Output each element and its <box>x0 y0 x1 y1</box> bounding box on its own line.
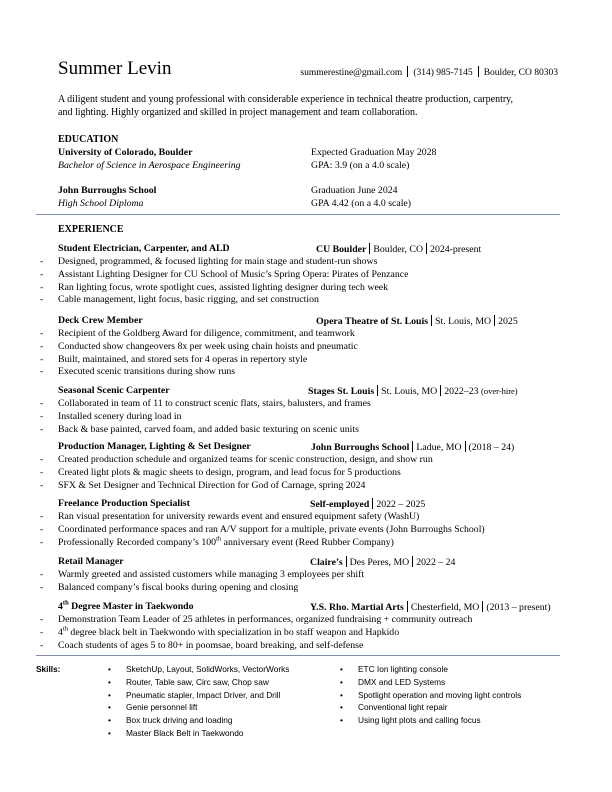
job-org: Y.S. Rho. Martial Arts <box>310 602 404 613</box>
job-title: 4th Degree Master in Taekwondo <box>58 599 194 612</box>
candidate-name: Summer Levin <box>58 58 172 79</box>
list-item: - Coordinated performance spaces and ran A/V support for a multiple, private events (John Burroughs School) <box>40 523 485 535</box>
list-item: - Ran visual presentation for university rewards event and ensured equipment safety (WashU) <box>40 511 420 522</box>
section-divider <box>36 214 560 215</box>
job-bullets <box>40 511 580 549</box>
job-org: Self-employed <box>310 499 370 510</box>
list-item: - Coach students of ages 5 to 80+ in poomsae, board breaking, and self-defense <box>40 639 364 651</box>
phone: (314) 985-7145 <box>413 68 473 78</box>
job-location: Boulder, CO <box>373 244 424 255</box>
job-location: Des Peres, MO <box>349 557 410 568</box>
resume-header <box>58 58 558 82</box>
job-location: Chesterfield, MO <box>410 602 480 613</box>
job-org-line <box>310 601 551 615</box>
list-item: - Cable management, light focus, basic rigging, and set construction <box>40 294 319 306</box>
graduation-date: Expected Graduation May 2028 <box>311 147 437 158</box>
job-title: Seasonal Scenic Carpenter <box>58 385 170 396</box>
job-header <box>40 243 580 256</box>
list-item: - Collaborated in team of 11 to construct scenic flats, stairs, balusters, and frames <box>40 398 371 409</box>
list-item: - Built, maintained, and stored sets for 4 operas in repertory style <box>40 353 308 365</box>
list-item: - Designed, programmed, & focused lighting for main stage and student-run shows <box>40 256 378 267</box>
list-item: • Master Black Belt in Taekwondo <box>108 727 244 738</box>
job-title: Production Manager, Lighting & Set Designer <box>58 441 251 452</box>
email[interactable]: summerestine@gmail.com <box>300 68 403 78</box>
divider <box>412 441 413 452</box>
list-item: - Balanced company’s fiscal books during opening and closing <box>40 581 299 593</box>
skills-column-2 <box>340 663 521 727</box>
job-org: Stages St. Louis <box>308 386 375 397</box>
job-entry <box>40 601 580 652</box>
job-org: John Burroughs School <box>311 442 410 453</box>
divider <box>465 441 466 452</box>
list-item: - Conducted show changeovers 8x per week using chain hoists and pneumatic <box>40 340 358 352</box>
job-dates-note: (over-hire) <box>480 386 518 396</box>
school-name: John Burroughs School <box>58 185 157 196</box>
job-entry <box>40 556 580 595</box>
list-item: - Executed scenic transitions during show runs <box>40 366 236 378</box>
skills-column-1 <box>108 663 289 740</box>
gpa: GPA 4.42 (on a 4.0 scale) <box>311 198 412 209</box>
job-bullets <box>40 398 580 436</box>
job-org: Claire’s <box>310 557 343 568</box>
job-bullets <box>40 569 580 595</box>
job-dates: 2024-present <box>430 244 482 255</box>
job-entry <box>40 315 580 379</box>
list-item: • ETC Ion lighting console <box>340 664 448 674</box>
job-bullets <box>40 328 580 379</box>
degree: High School Diploma <box>58 198 144 209</box>
divider <box>369 243 370 254</box>
graduation-date: Graduation June 2024 <box>311 185 398 196</box>
list-item: - Ran lighting focus, wrote spotlight cues, assisted lighting designer during tech week <box>40 281 389 293</box>
job-header <box>40 441 580 454</box>
divider <box>346 556 347 567</box>
job-dates: 2025 <box>498 316 518 327</box>
job-org: Opera Theatre of St. Louis <box>316 316 429 327</box>
school-name: University of Colorado, Boulder <box>58 147 193 158</box>
list-item: - Created production schedule and organized teams for scenic construction, design, and show run <box>40 454 433 465</box>
job-dates: (2013 – present) <box>486 602 551 613</box>
list-item: • DMX and LED Systems <box>340 676 446 687</box>
contact-line <box>300 66 558 78</box>
job-header <box>40 556 580 569</box>
job-bullets <box>40 256 580 307</box>
list-item: - Assistant Lighting Designer for CU School of Music’s Spring Opera: Pirates of Penzance <box>40 268 409 280</box>
divider <box>494 315 495 326</box>
job-header <box>40 498 580 511</box>
divider <box>407 601 408 612</box>
list-item: • SketchUp, Layout, SolidWorks, VectorWorks <box>108 664 290 674</box>
job-header <box>40 385 580 398</box>
job-header <box>40 315 580 328</box>
job-entry <box>40 498 580 549</box>
job-entry <box>40 441 580 492</box>
experience-heading: EXPERIENCE <box>58 224 124 235</box>
list-item: • Genie personnel lift <box>108 702 198 713</box>
job-org-line <box>308 385 518 399</box>
section-divider <box>36 655 560 656</box>
job-location: St. Louis, MO <box>381 386 438 397</box>
list-item: - Back & base painted, carved foam, and added basic texturing on scenic units <box>40 423 359 435</box>
divider <box>440 385 441 396</box>
list-item: • Pneumatic stapler, Impact Driver, and Drill <box>108 689 281 700</box>
job-location: St. Louis, MO <box>435 316 492 327</box>
job-dates: 2022 – 24 <box>416 557 456 568</box>
list-item: - Warmly greeted and assisted customers while managing 3 employees per shift <box>40 569 365 580</box>
job-org-line <box>316 315 518 329</box>
list-item: - SFX & Set Designer and Technical Direction for God of Carnage, spring 2024 <box>40 479 366 491</box>
list-item: - Professionally Recorded company’s 100th anniversary event (Reed Rubber Company) <box>40 535 394 548</box>
divider <box>407 66 408 77</box>
job-bullets <box>40 614 580 652</box>
job-org: CU Boulder <box>316 244 367 255</box>
job-org-line <box>316 243 481 257</box>
divider <box>478 66 479 77</box>
list-item: • Conventional light repair <box>340 702 448 713</box>
job-org-line <box>310 556 455 570</box>
job-dates: 2022 – 2025 <box>376 499 426 510</box>
divider <box>431 315 432 326</box>
education-heading: EDUCATION <box>58 134 119 145</box>
skills-label: Skills: <box>36 664 61 674</box>
list-item: • Router, Table saw, Circ saw, Chop saw <box>108 676 269 687</box>
list-item: - Recipient of the Goldberg Award for diligence, commitment, and teamwork <box>40 328 355 339</box>
list-item: - Demonstration Team Leader of 25 athletes in performances, organized fundraising + community outreach <box>40 614 473 625</box>
job-location: Ladue, MO <box>416 442 462 453</box>
job-header <box>40 601 580 614</box>
list-item: • Box truck driving and loading <box>108 715 233 726</box>
job-title: Deck Crew Member <box>58 315 143 326</box>
divider <box>377 385 378 396</box>
job-dates: (2018 – 24) <box>468 442 515 453</box>
job-title: Freelance Production Specialist <box>58 498 190 509</box>
job-title: Retail Manager <box>58 556 124 567</box>
list-item: • Using light plots and calling focus <box>340 715 481 726</box>
degree: Bachelor of Science in Aerospace Engineering <box>58 160 241 171</box>
job-entry <box>40 243 580 307</box>
job-org-line <box>310 498 425 512</box>
job-entry <box>40 385 580 436</box>
list-item: - Installed scenery during load in <box>40 410 182 422</box>
divider <box>482 601 483 612</box>
job-dates: 2022–23 <box>444 386 479 397</box>
summary: A diligent student and young professional with considerable experience in technical theatre production, carpentry, and lighting. Highly organized and skilled in project management and team collaboration. <box>58 94 514 118</box>
job-title: Student Electrician, Carpenter, and ALD <box>58 243 230 254</box>
list-item: - 4th degree black belt in Taekwondo with specialization in bo staff weapon and Hapkido <box>40 625 400 638</box>
list-item: • Spotlight operation and moving light controls <box>340 689 522 700</box>
divider <box>372 498 373 509</box>
divider <box>426 243 427 254</box>
gpa: GPA: 3.9 (on a 4.0 scale) <box>311 160 410 171</box>
divider <box>412 556 413 567</box>
location: Boulder, CO 80303 <box>483 68 558 78</box>
job-bullets <box>40 454 580 492</box>
list-item: - Created light plots & magic sheets to design, program, and lead focus for 5 productions <box>40 466 401 478</box>
job-org-line <box>311 441 514 455</box>
